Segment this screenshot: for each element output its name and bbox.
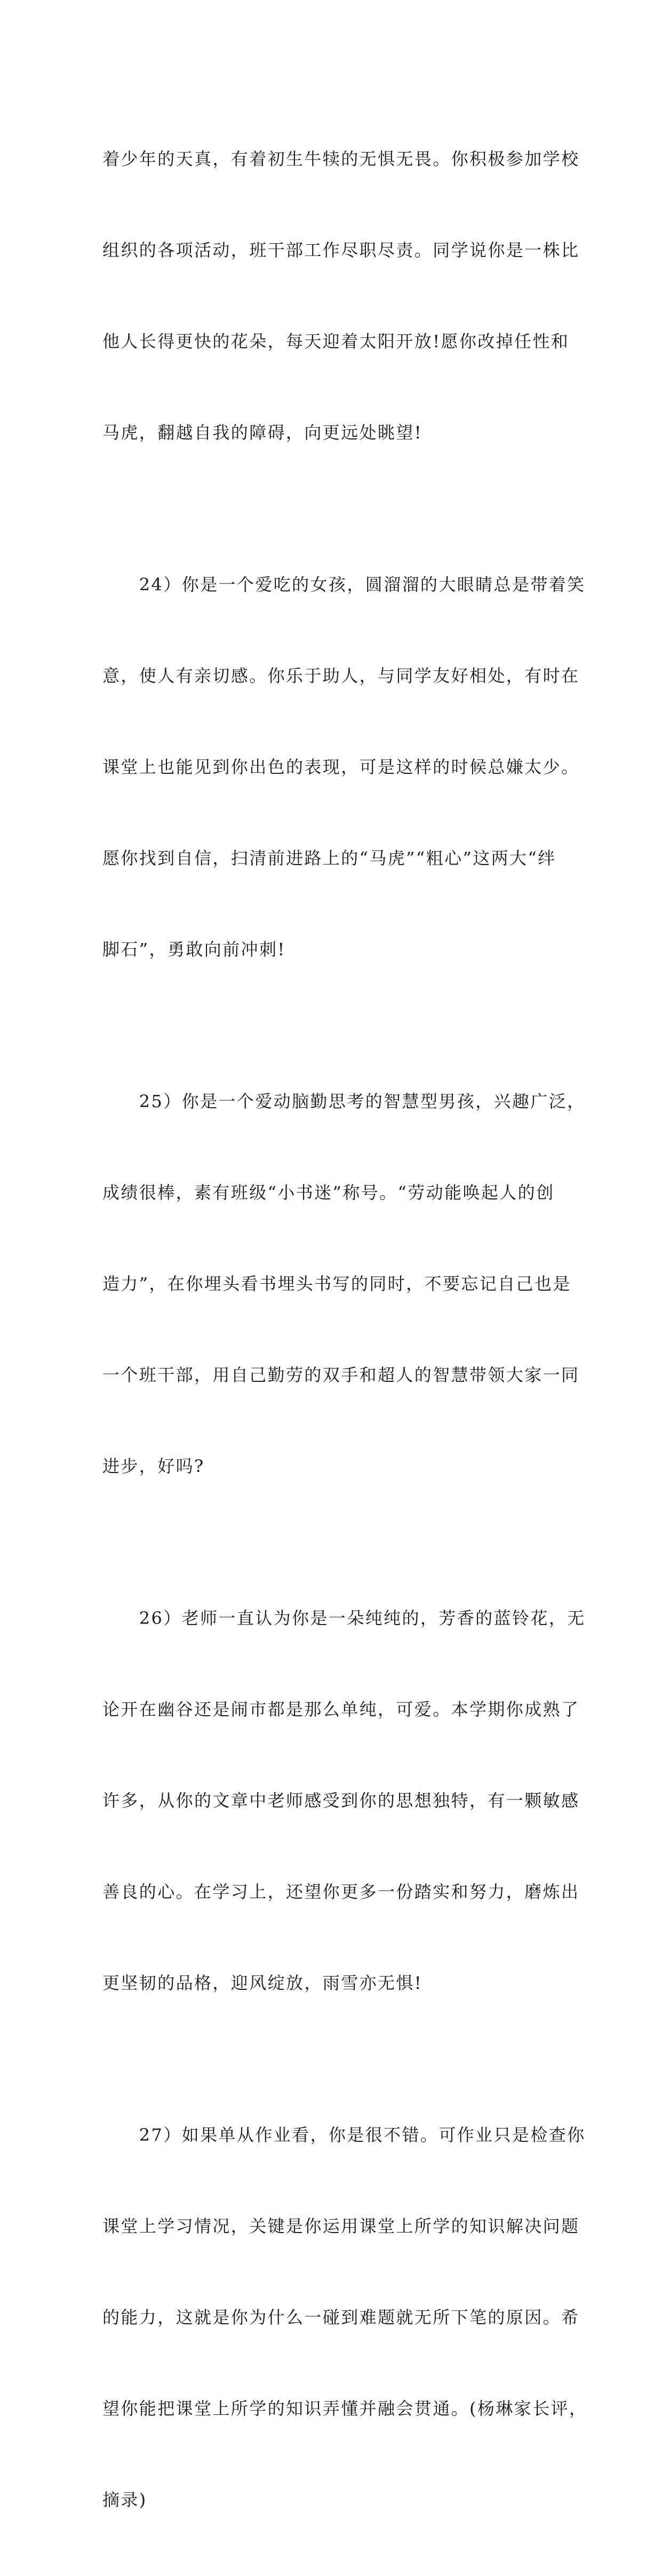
text-line: 更坚韧的品格，迎风绽放，雨雪亦无惧! — [102, 1973, 423, 1993]
paragraph-23-continued — [102, 83, 580, 509]
text-line: 造力”，在你埋头看书埋头书写的同时，不要忘记自己也是 — [102, 1274, 571, 1294]
text-line: 许多，从你的文章中老师感受到你的思想独特，有一颗敏感 — [102, 1790, 580, 1811]
paragraph-26 — [102, 1542, 586, 2059]
document-body — [102, 83, 588, 2576]
text-line: 一个班干部，用自己勤劳的双手和超人的智慧带领大家一同 — [102, 1365, 580, 1385]
paragraph-25 — [102, 1026, 586, 1542]
text-line: 的能力，这就是你为什么一碰到难题就无所下笔的原因。希 — [102, 2307, 580, 2327]
paragraph-24 — [102, 509, 586, 1026]
text-line: 他人长得更快的花朵，每天迎着太阳开放!愿你改掉任性和 — [102, 331, 570, 351]
text-line: 脚石”，勇敢向前冲刺! — [102, 939, 286, 959]
text-line: 课堂上学习情况，关键是你运用课堂上所学的知识解决问题 — [102, 2216, 580, 2236]
text-line: 着少年的天真，有着初生牛犊的无惧无畏。你积极参加学校 — [102, 149, 580, 169]
text-line: 组织的各项活动，班干部工作尽职尽责。同学说你是一株比 — [102, 240, 580, 260]
text-line: 进步，好吗? — [102, 1456, 205, 1476]
text-line: 望你能把课堂上所学的知识弄懂并融会贯通。(杨琳家长评， — [102, 2398, 588, 2419]
text-line: 意，使人有亲切感。你乐于助人，与同学友好相处，有时在 — [102, 666, 580, 686]
text-line: 摘录) — [102, 2490, 147, 2510]
text-line: 25）你是一个爱动脑勤思考的智慧型男孩，兴趣广泛， — [102, 1091, 586, 1111]
paragraph-27 — [102, 2059, 588, 2576]
text-line: 善良的心。在学习上，还望你更多一份踏实和努力，磨炼出 — [102, 1882, 580, 1902]
text-line: 愿你找到自信，扫清前进路上的“马虎”“粗心”这两大“绊 — [102, 848, 556, 868]
text-line: 成绩很棒，素有班级“小书迷”称号。“劳动能唤起人的创 — [102, 1182, 555, 1203]
text-line: 24）你是一个爱吃的女孩，圆溜溜的大眼睛总是带着笑 — [102, 574, 586, 595]
text-line: 课堂上也能见到你出色的表现，可是这样的时候总嫌太少。 — [102, 757, 580, 777]
text-line: 27）如果单从作业看，你是很不错。可作业只是检查你 — [102, 2125, 586, 2145]
text-line: 论开在幽谷还是闹市都是那么单纯，可爱。本学期你成熟了 — [102, 1699, 580, 1719]
text-line: 马虎，翻越自我的障碍，向更远处眺望! — [102, 422, 423, 443]
text-line: 26）老师一直认为你是一朵纯纯的，芳香的蓝铃花，无 — [102, 1608, 586, 1628]
